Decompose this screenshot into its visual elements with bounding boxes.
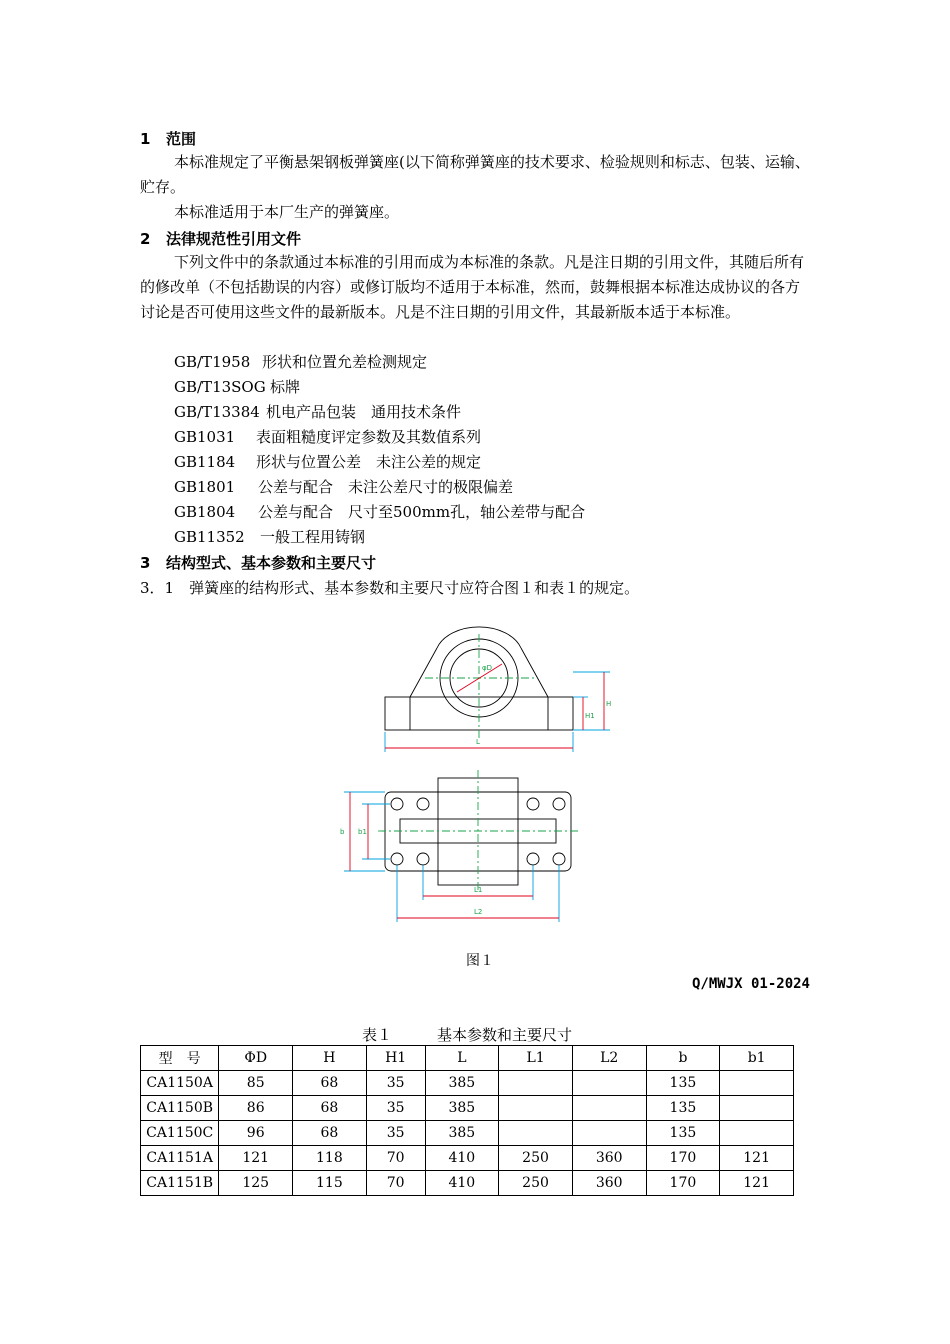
reference-title: 公差与配合 尺寸至500mm孔，轴公差带与配合 xyxy=(258,503,586,521)
dim-label-H: H xyxy=(606,700,612,708)
section-number: 2 xyxy=(140,230,151,248)
dim-label-H1: H1 xyxy=(585,712,595,720)
cell-H: 68 xyxy=(293,1121,367,1146)
cell-L: 385 xyxy=(425,1121,499,1146)
header-L1: L1 xyxy=(499,1046,573,1071)
reference-item xyxy=(174,425,481,450)
cell-phiD: 96 xyxy=(219,1121,293,1146)
cell-L: 385 xyxy=(425,1096,499,1121)
reference-title: 一般工程用铸钢 xyxy=(260,528,366,546)
spring-seat-drawing xyxy=(330,620,620,932)
reference-item xyxy=(174,375,300,400)
cell-phiD: 85 xyxy=(219,1071,293,1096)
reference-item xyxy=(174,400,461,425)
cell-model: CA1151A xyxy=(141,1146,219,1171)
dim-label-L1: L1 xyxy=(474,886,483,894)
figure-caption: 图１ xyxy=(466,953,494,969)
reference-code: GB11352 xyxy=(174,528,245,546)
section-title: 法律规范性引用文件 xyxy=(166,230,302,248)
cell-L1: 250 xyxy=(499,1171,573,1196)
cell-H1: 35 xyxy=(366,1121,425,1146)
reference-item xyxy=(174,450,481,475)
dim-label-phi: φD xyxy=(482,664,493,672)
cell-b: 170 xyxy=(646,1146,720,1171)
clause-3-1: 3．1 弹簧座的结构形式、基本参数和主要尺寸应符合图１和表１的规定。 xyxy=(140,579,640,597)
dim-label-b1: b1 xyxy=(358,828,367,836)
table-header-row xyxy=(141,1046,794,1071)
cell-L2 xyxy=(572,1096,646,1121)
cell-H: 115 xyxy=(293,1171,367,1196)
cell-model: CA1150B xyxy=(141,1096,219,1121)
cell-b: 135 xyxy=(646,1121,720,1146)
reference-title: 标牌 xyxy=(270,378,301,396)
cell-H1: 35 xyxy=(366,1071,425,1096)
reference-code: GB1804 xyxy=(174,503,236,521)
dim-label-L2: L2 xyxy=(474,908,483,916)
cell-b: 170 xyxy=(646,1171,720,1196)
reference-title: 机电产品包装 通用技术条件 xyxy=(266,403,462,421)
cell-L2: 360 xyxy=(572,1146,646,1171)
table-row xyxy=(141,1121,794,1146)
header-b1: b1 xyxy=(720,1046,794,1071)
cell-L: 385 xyxy=(425,1071,499,1096)
reference-title: 表面粗糙度评定参数及其数值系列 xyxy=(256,428,482,446)
reference-title: 公差与配合 未注公差尺寸的极限偏差 xyxy=(258,478,514,496)
document-number: Q/MWJX 01-2024 xyxy=(691,976,810,992)
table-row xyxy=(141,1071,794,1096)
reference-item xyxy=(174,525,365,550)
cell-b1 xyxy=(720,1071,794,1096)
cell-L2 xyxy=(572,1121,646,1146)
cell-b: 135 xyxy=(646,1096,720,1121)
section-2-heading xyxy=(140,228,301,249)
reference-item xyxy=(174,500,585,525)
reference-code: GB1801 xyxy=(174,478,236,496)
cell-H1: 70 xyxy=(366,1146,425,1171)
section-number: 3 xyxy=(140,554,151,572)
section-1-paragraph-1: 本标准规定了平衡悬架钢板弹簧座(以下简称弹簧座的技术要求、检验规则和标志、包装、运输、贮存。 xyxy=(140,153,810,196)
header-H: H xyxy=(293,1046,367,1071)
cell-H1: 35 xyxy=(366,1096,425,1121)
cell-b1 xyxy=(720,1096,794,1121)
cell-L2: 360 xyxy=(572,1171,646,1196)
reference-code: GB/T1958 xyxy=(174,353,251,371)
dim-label-L: L xyxy=(476,738,480,746)
reference-code: GB1184 xyxy=(174,453,236,471)
header-model: 型 号 xyxy=(141,1046,219,1071)
cell-b1: 121 xyxy=(720,1171,794,1196)
section-number: 1 xyxy=(140,130,151,148)
section-3-heading xyxy=(140,552,376,573)
cell-phiD: 125 xyxy=(219,1171,293,1196)
cell-model: CA1150A xyxy=(141,1071,219,1096)
cell-L1 xyxy=(499,1071,573,1096)
cell-L: 410 xyxy=(425,1171,499,1196)
cell-H: 118 xyxy=(293,1146,367,1171)
section-title: 结构型式、基本参数和主要尺寸 xyxy=(166,554,377,572)
cell-L: 410 xyxy=(425,1146,499,1171)
header-L2: L2 xyxy=(572,1046,646,1071)
table-row xyxy=(141,1096,794,1121)
cell-L1: 250 xyxy=(499,1146,573,1171)
cell-phiD: 121 xyxy=(219,1146,293,1171)
cell-b: 135 xyxy=(646,1071,720,1096)
section-1-paragraph-2: 本标准适用于本厂生产的弹簧座。 xyxy=(174,203,400,221)
cell-H1: 70 xyxy=(366,1171,425,1196)
header-L: L xyxy=(425,1046,499,1071)
table-row xyxy=(141,1146,794,1171)
cell-H: 68 xyxy=(293,1071,367,1096)
reference-code: GB/T13SOG xyxy=(174,378,266,396)
parameters-table xyxy=(140,1045,794,1196)
reference-title: 形状和位置允差检测规定 xyxy=(262,353,428,371)
reference-title: 形状与位置公差 未注公差的规定 xyxy=(256,453,482,471)
header-phiD: ΦD xyxy=(219,1046,293,1071)
dim-label-b: b xyxy=(340,828,345,836)
cell-L1 xyxy=(499,1121,573,1146)
header-H1: H1 xyxy=(366,1046,425,1071)
header-b: b xyxy=(646,1046,720,1071)
table-caption: 表１ 基本参数和主要尺寸 xyxy=(362,1026,573,1044)
reference-code: GB1031 xyxy=(174,428,236,446)
cell-model: CA1151B xyxy=(141,1171,219,1196)
cell-L2 xyxy=(572,1071,646,1096)
section-1-heading xyxy=(140,128,196,149)
table-row xyxy=(141,1171,794,1196)
cell-b1: 121 xyxy=(720,1146,794,1171)
reference-code: GB/T13384 xyxy=(174,403,260,421)
cell-phiD: 86 xyxy=(219,1096,293,1121)
cell-L1 xyxy=(499,1096,573,1121)
reference-item xyxy=(174,475,513,500)
section-2-paragraph: 下列文件中的条款通过本标准的引用而成为本标准的条款。凡是注日期的引用文件，其随后所有的修改单（不包括勘误的内容）或修订版均不适用于本标准，然而，鼓舞根据本标准达成协议的各方讨论是否可使用这些文件的最新版本。凡是不注日期的引用文件，其最新版本适于本标准。 xyxy=(140,253,805,321)
cell-model: CA1150C xyxy=(141,1121,219,1146)
section-title: 范围 xyxy=(166,130,197,148)
cell-b1 xyxy=(720,1121,794,1146)
reference-item xyxy=(174,350,427,375)
cell-H: 68 xyxy=(293,1096,367,1121)
